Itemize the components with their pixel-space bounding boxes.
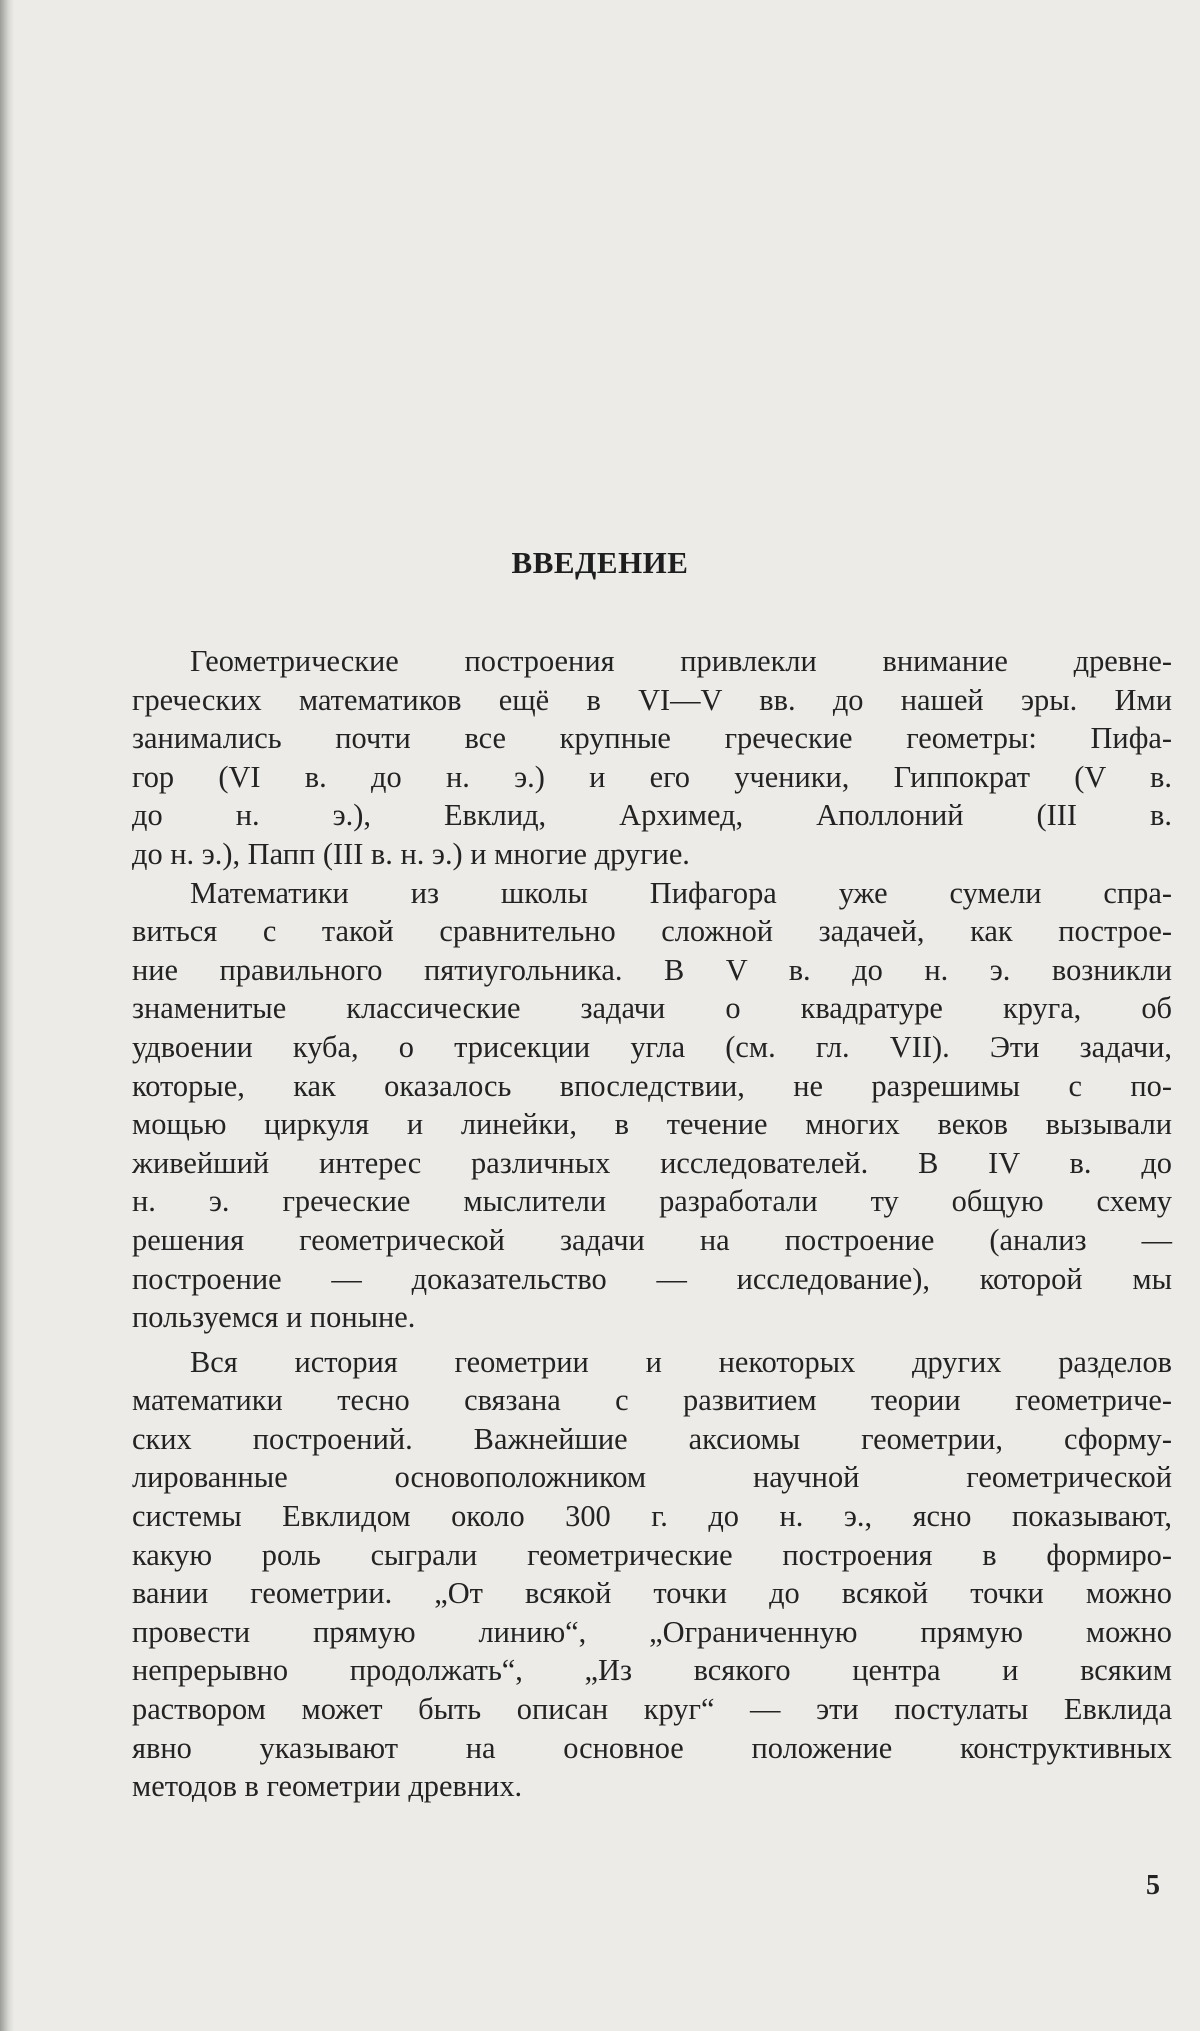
text-line: мощью циркуля и линейки, в течение многих веков вызывали <box>132 1107 1172 1142</box>
text-line: пользуемся и поныне. <box>132 1300 416 1335</box>
text-line: живейший интерес различных исследователей. В IV в. до <box>132 1145 1172 1180</box>
text-line: ских построений. Важнейшие аксиомы геометрии, сформу- <box>132 1421 1172 1456</box>
text-line: провести прямую линию“, „Ограниченную прямую можно <box>132 1614 1172 1649</box>
text-line: решения геометрической задачи на построение (анализ — <box>132 1222 1172 1257</box>
body-text <box>132 642 1172 1806</box>
text-line: системы Евклидом около 300 г. до н. э., ясно показывают, <box>132 1499 1172 1534</box>
text-line: явно указывают на основное положение конструктивных <box>132 1730 1172 1765</box>
text-line: виться с такой сравнительно сложной задачей, как построе- <box>132 914 1172 949</box>
text-line: до н. э.), Папп (III в. н. э.) и многие другие. <box>132 836 690 871</box>
text-line: греческих математиков ещё в VI—V вв. до нашей эры. Ими <box>132 682 1172 717</box>
gutter-shadow <box>0 0 14 2031</box>
paragraph <box>132 874 1172 1337</box>
text-line: раствором может быть описан круг“ — эти постулаты Евклида <box>132 1692 1172 1727</box>
text-line: построение — доказательство — исследование), которой мы <box>132 1261 1172 1296</box>
text-line: знаменитые классические задачи о квадратуре круга, об <box>132 991 1172 1026</box>
paragraph <box>132 1343 1172 1806</box>
text-line: математики тесно связана с развитием теории геометриче- <box>132 1383 1172 1418</box>
text-line: гор (VI в. до н. э.) и его ученики, Гиппократ (V в. <box>132 759 1172 794</box>
text-line: до н. э.), Евклид, Архимед, Аполлоний (III в. <box>132 798 1172 833</box>
chapter-title: ВВЕДЕНИЕ <box>511 545 689 580</box>
text-line: Вся история геометрии и некоторых других разделов <box>190 1344 1172 1379</box>
text-line: непрерывно продолжать“, „Из всякого центра и всяким <box>132 1653 1172 1688</box>
text-line: какую роль сыграли геометрические построения в формиро- <box>132 1537 1172 1572</box>
text-line: Геометрические построения привлекли внимание древне- <box>190 644 1172 678</box>
paragraph <box>132 642 1172 874</box>
text-line: которые, как оказалось впоследствии, не разрешимы с по- <box>132 1068 1172 1103</box>
text-line: занимались почти все крупные греческие геометры: Пифа- <box>132 721 1172 756</box>
text-line: вании геометрии. „От всякой точки до всякой точки можно <box>132 1576 1172 1611</box>
text-line: лированные основоположником научной геометрической <box>132 1460 1172 1495</box>
text-line: удвоении куба, о трисекции угла (см. гл. VII). Эти задачи, <box>132 1029 1172 1064</box>
text-line: ние правильного пятиугольника. В V в. до н. э. возникли <box>132 952 1172 987</box>
text-line: н. э. греческие мыслители разработали ту общую схему <box>132 1184 1172 1219</box>
page-number: 5 <box>1146 1870 1160 1901</box>
text-line: методов в геометрии древних. <box>132 1769 523 1804</box>
text-line: Математики из школы Пифагора уже сумели спра- <box>190 875 1172 910</box>
